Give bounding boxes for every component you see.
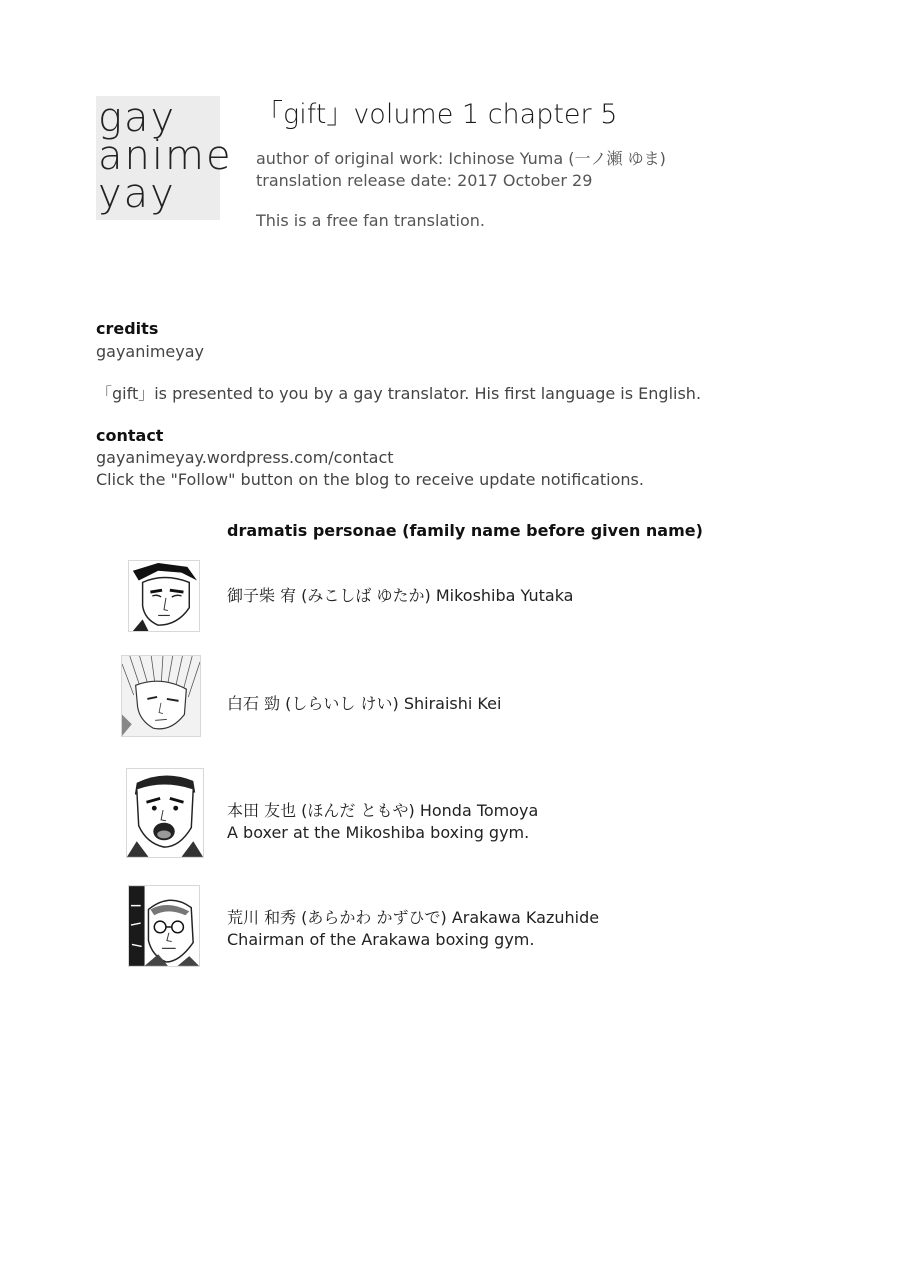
character-text: [227, 907, 599, 951]
character-name: 白石 勁 (しらいし けい) Shiraishi Kei: [227, 694, 502, 713]
portrait-illustration: [129, 886, 199, 966]
character-portrait: [128, 560, 200, 632]
credits-statement: 「gift」is presented to you by a gay translator. His first language is English.: [96, 384, 702, 403]
portrait-illustration: [127, 769, 203, 857]
free-translation-note: This is a free fan translation.: [256, 211, 485, 230]
character-description: Chairman of the Arakawa boxing gym.: [227, 930, 535, 949]
character-name: 荒川 和秀 (あらかわ かずひで) Arakawa Kazuhide: [227, 908, 600, 927]
portrait-illustration: [122, 656, 200, 736]
logo-line-3: yay: [98, 171, 176, 217]
release-date-line: translation release date: 2017 October 29: [256, 171, 593, 190]
page-title: 「gift」volume 1 chapter 5: [256, 99, 618, 130]
credits-heading: credits: [96, 319, 159, 338]
character-name: 御子柴 宥 (みこしば ゆたか) Mikoshiba Yutaka: [227, 586, 574, 605]
character-portrait: [121, 655, 201, 737]
author-line: author of original work: Ichinose Yuma (一ノ瀬 ゆま): [256, 149, 666, 168]
character-portrait: [128, 885, 200, 967]
character-name: 本田 友也 (ほんだ ともや) Honda Tomoya: [227, 801, 539, 820]
logo-line-2: anime: [98, 133, 233, 179]
contact-heading: contact: [96, 426, 164, 445]
contact-url[interactable]: gayanimeyay.wordpress.com/contact: [96, 448, 394, 467]
logo-line-1: gay: [98, 95, 177, 141]
dramatis-heading: dramatis personae (family name before given name): [227, 521, 703, 540]
meta-block: [256, 148, 666, 192]
portrait-illustration: [129, 561, 199, 631]
character-description: A boxer at the Mikoshiba boxing gym.: [227, 823, 530, 842]
contact-instruction: Click the "Follow" button on the blog to receive update notifications.: [96, 470, 644, 489]
logo: [96, 95, 233, 220]
character-text: [227, 800, 538, 844]
character-portrait: [126, 768, 204, 858]
credits-name: gayanimeyay: [96, 342, 204, 361]
